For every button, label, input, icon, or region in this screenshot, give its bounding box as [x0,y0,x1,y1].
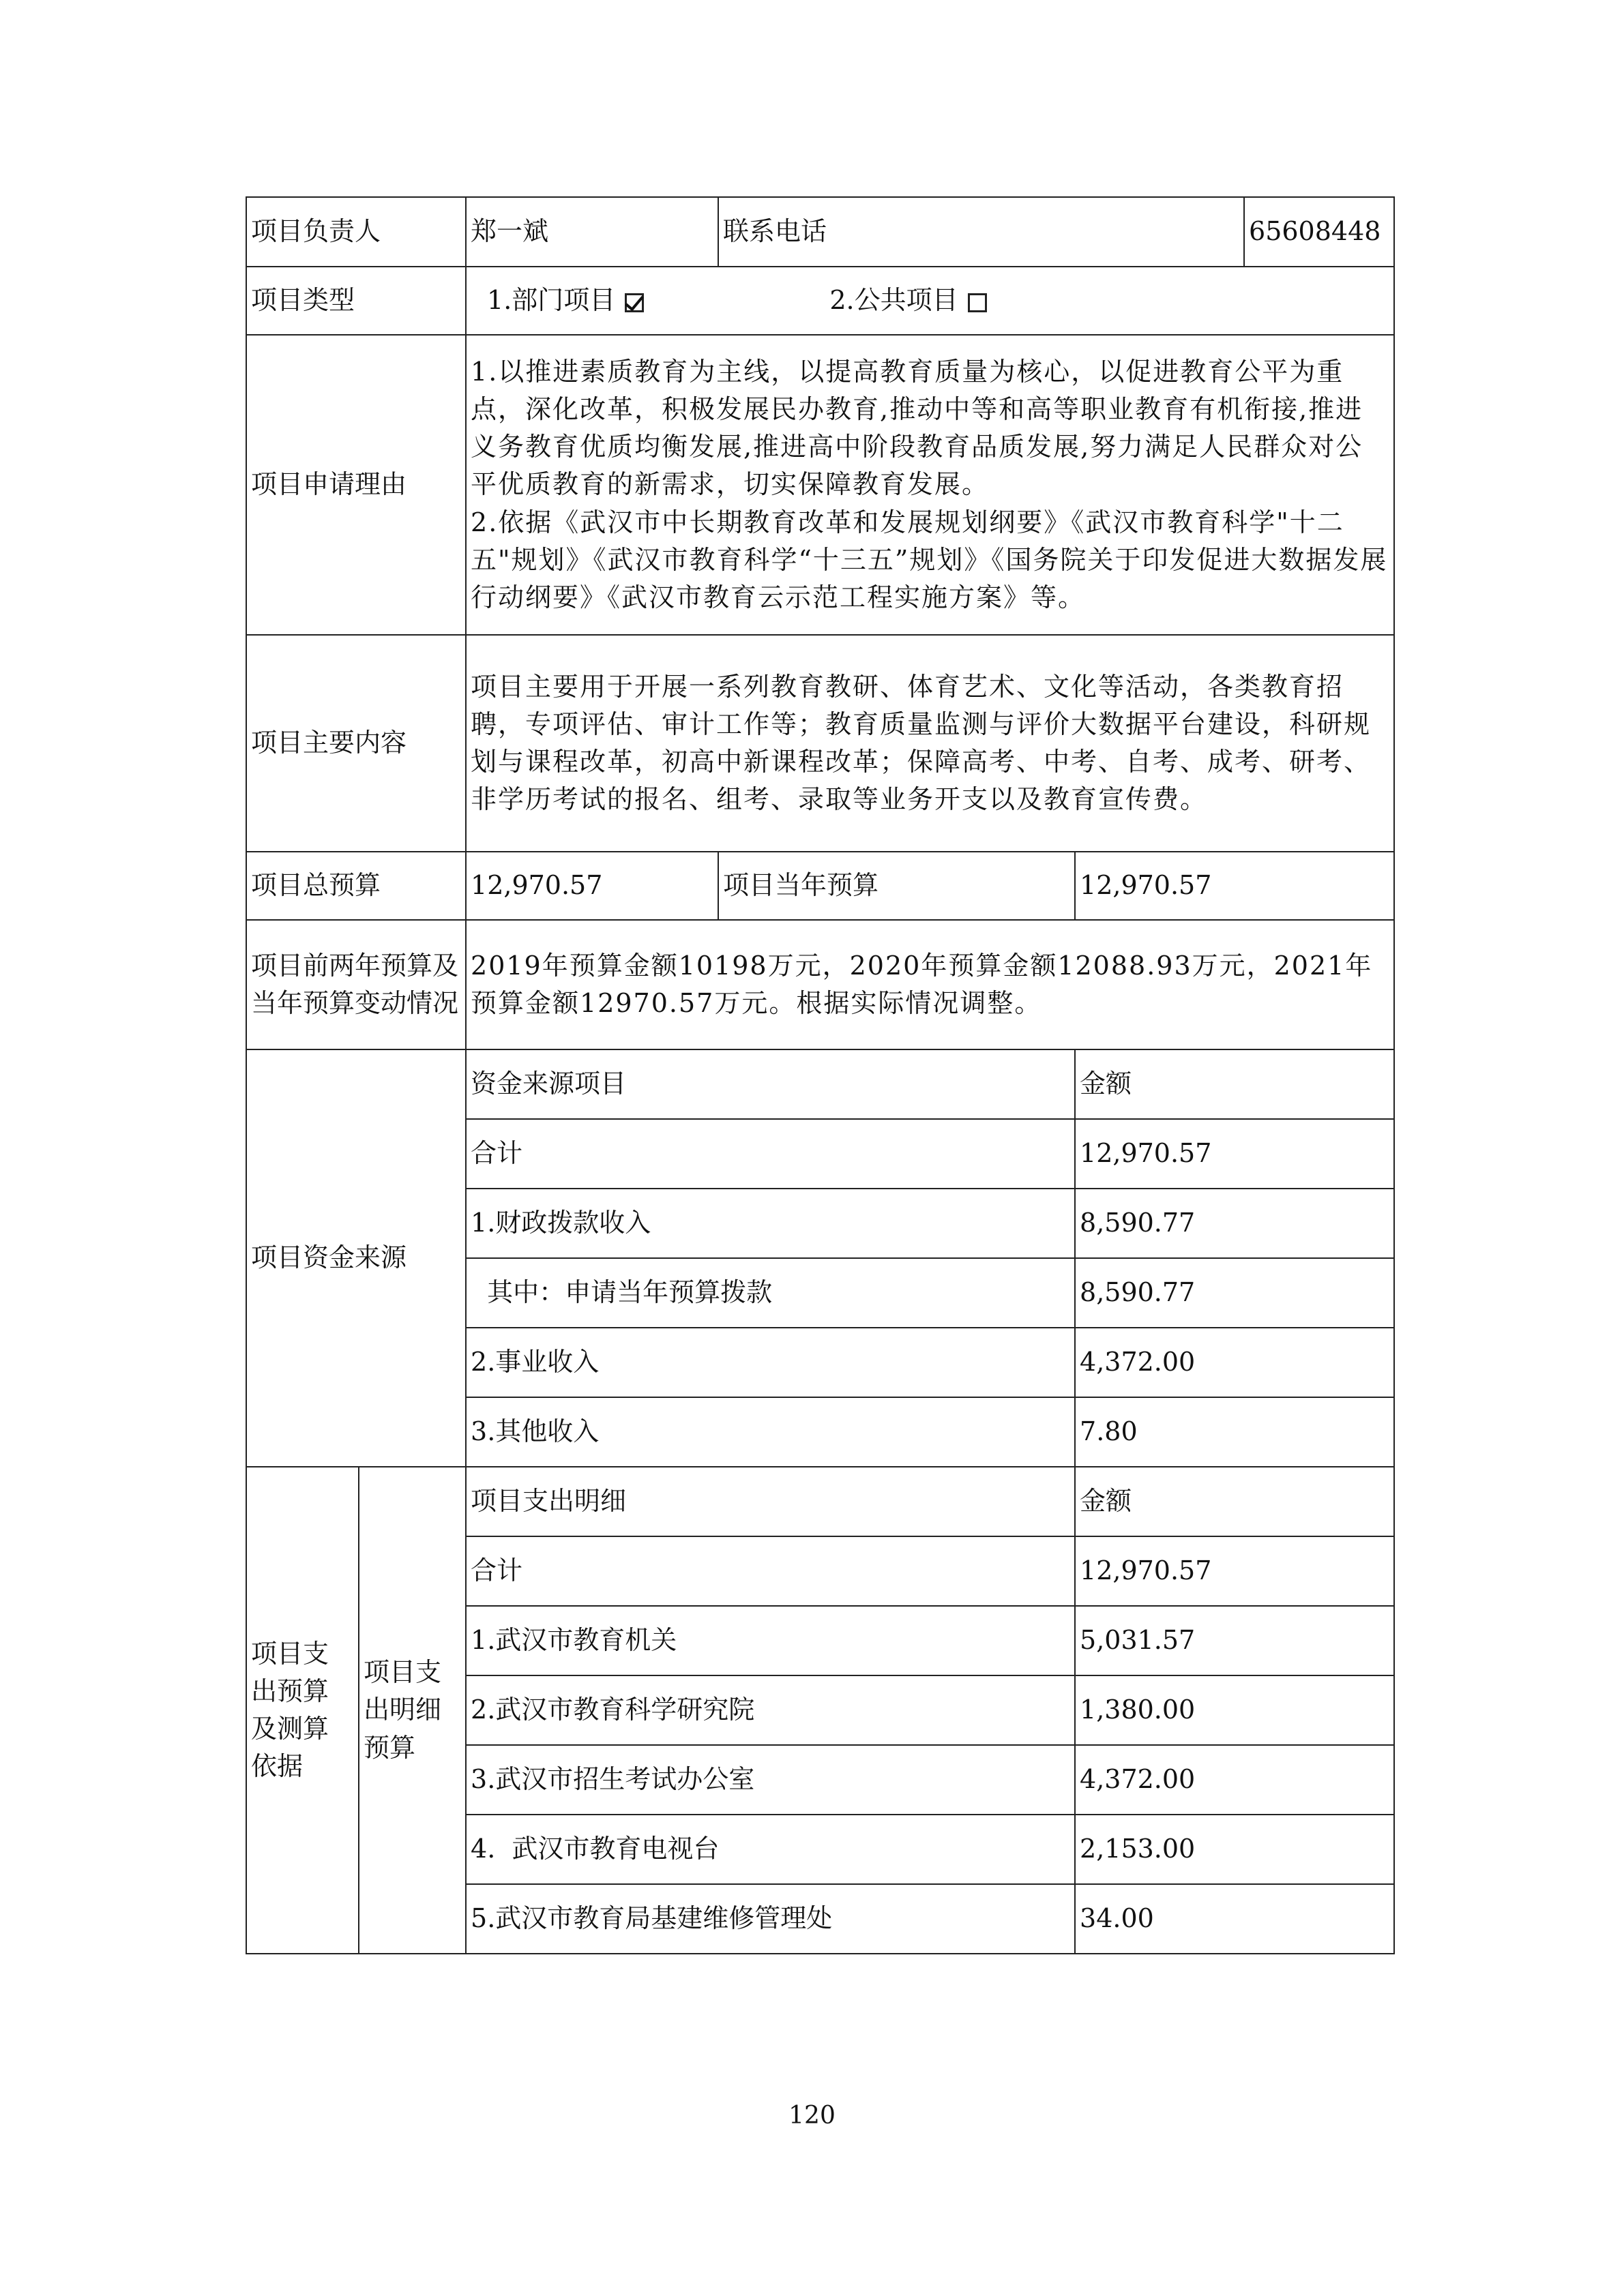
expenditure-sub-label: 项目支出明细预算 [359,1467,466,1954]
funding-header-row [246,1049,1394,1119]
funding-item: 2.事业收入 [466,1328,1075,1397]
phone-label: 联系电话 [718,197,1244,267]
funding-item: 其中：申请当年预算拨款 [466,1258,1075,1328]
expenditure-amount: 5,031.57 [1075,1606,1394,1675]
expenditure-amount: 1,380.00 [1075,1675,1394,1745]
funding-item: 1.财政拨款收入 [466,1189,1075,1258]
budget-row [246,852,1394,920]
reason-text: 1.以推进素质教育为主线，以提高教育质量为核心，以促进教育公平为重点，深化改革，积极发展民办教育,推动中等和高等职业教育有机衔接,推进义务教育优质均衡发展,推进高中阶段教育品质发展,努力满足人民群众对公平优质教育的新需求，切实保障教育发展。 2.依据《武汉市中长期教育改革和发展规划纲要》《武汉市教育科学"十二五"规划》《武汉市教育科学“十三五”规划》《国务院关于印发促进大数据发展行动纲要》《武汉市教育云示范工程实施方案》等。 [466,335,1394,635]
expenditure-amount: 12,970.57 [1075,1536,1394,1606]
expenditure-header-amount: 金额 [1075,1467,1394,1536]
project-type-label: 项目类型 [246,267,466,335]
expenditure-label: 项目支出预算及测算依据 [246,1467,359,1954]
current-budget-label: 项目当年预算 [718,852,1075,920]
expenditure-header-row [246,1467,1394,1536]
budget-change-text: 2019年预算金额10198万元，2020年预算金额12088.93万元，2021年预算金额12970.57万元。根据实际情况调整。 [466,920,1394,1049]
funding-item: 3.其他收入 [466,1397,1075,1467]
budget-change-label: 项目前两年预算及当年预算变动情况 [246,920,466,1049]
current-budget-value: 12,970.57 [1075,852,1394,920]
total-budget-value: 12,970.57 [466,852,718,920]
unchecked-checkbox-icon[interactable] [968,293,987,312]
expenditure-item: 2.武汉市教育科学研究院 [466,1675,1075,1745]
checked-checkbox-icon[interactable] [625,293,644,312]
leader-value: 郑一斌 [466,197,718,267]
expenditure-item: 合计 [466,1536,1075,1606]
project-type-row [246,267,1394,335]
funding-amount: 4,372.00 [1075,1328,1394,1397]
reason-label: 项目申请理由 [246,335,466,635]
expenditure-amount: 4,372.00 [1075,1745,1394,1815]
funding-item: 合计 [466,1119,1075,1189]
expenditure-item: 3.武汉市招生考试办公室 [466,1745,1075,1815]
phone-value: 65608448 [1244,197,1394,267]
funding-amount: 8,590.77 [1075,1189,1394,1258]
funding-amount: 7.80 [1075,1397,1394,1467]
funding-label: 项目资金来源 [246,1049,466,1467]
expenditure-amount: 2,153.00 [1075,1815,1394,1884]
reason-row [246,335,1394,635]
page-number: 120 [788,2102,836,2130]
funding-amount: 8,590.77 [1075,1258,1394,1328]
expenditure-item: 5.武汉市教育局基建维修管理处 [466,1884,1075,1954]
type-option-public-label: 2.公共项目 [829,285,958,316]
content-row [246,635,1394,852]
leader-label: 项目负责人 [246,197,466,267]
type-option-department-label: 1.部门项目 [487,285,616,316]
content-label: 项目主要内容 [246,635,466,852]
project-type-options [466,267,1394,335]
expenditure-item: 1.武汉市教育机关 [466,1606,1075,1675]
expenditure-item: 4. 武汉市教育电视台 [466,1815,1075,1884]
content-text: 项目主要用于开展一系列教育教研、体育艺术、文化等活动，各类教育招聘，专项评估、审计工作等；教育质量监测与评价大数据平台建设，科研规划与课程改革，初高中新课程改革；保障高考、中考、自考、成考、研考、非学历考试的报名、组考、录取等业务开支以及教育宣传费。 [466,635,1394,852]
total-budget-label: 项目总预算 [246,852,466,920]
leader-row [246,197,1394,267]
type-option-department[interactable] [487,282,644,319]
expenditure-header-item: 项目支出明细 [466,1467,1075,1536]
expenditure-amount: 34.00 [1075,1884,1394,1954]
type-option-public[interactable] [829,282,986,319]
funding-amount: 12,970.57 [1075,1119,1394,1189]
budget-change-row [246,920,1394,1049]
funding-header-amount: 金额 [1075,1049,1394,1119]
project-budget-table [246,196,1395,1954]
funding-header-item: 资金来源项目 [466,1049,1075,1119]
